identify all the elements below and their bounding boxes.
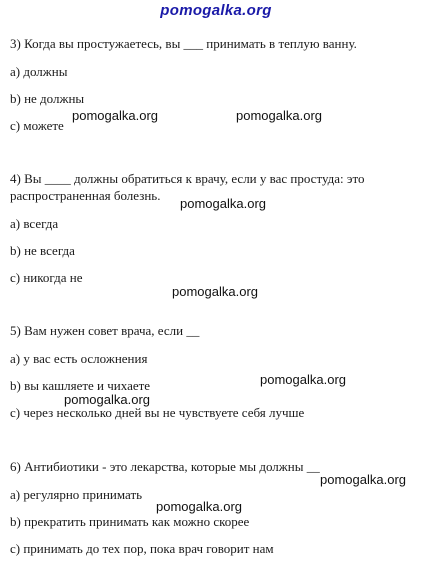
watermark: pomogalka.org — [72, 108, 158, 123]
watermark: pomogalka.org — [180, 196, 266, 211]
question-5-option-a: a) у вас есть осложнения — [10, 351, 148, 366]
watermark: pomogalka.org — [64, 392, 150, 407]
watermark: pomogalka.org — [156, 499, 242, 514]
question-6-option-a: a) регулярно принимать — [10, 487, 143, 502]
watermark: pomogalka.org — [320, 472, 406, 487]
watermark: pomogalka.org — [260, 372, 346, 387]
watermark: pomogalka.org — [172, 284, 258, 299]
question-6-option-b: b) прекратить принимать как можно скорее — [10, 514, 250, 529]
question-3-option-c: c) можете — [10, 118, 64, 133]
question-4-option-b: b) не всегда — [10, 243, 75, 258]
question-5-option-b: b) вы кашляете и чихаете — [10, 378, 151, 393]
question-4-option-c: c) никогда не — [10, 270, 83, 285]
question-5-text: 5) Вам нужен совет врача, если __ — [10, 323, 200, 338]
question-4-option-a: a) всегда — [10, 216, 59, 231]
question-4-text-cont: распространенная болезнь. — [10, 188, 161, 203]
question-5-option-c: c) через несколько дней вы не чувствуете себя лучше — [10, 405, 305, 420]
question-3-option-b: b) не должны — [10, 91, 85, 106]
watermark: pomogalka.org — [236, 108, 322, 123]
question-4-text: 4) Вы ____ должны обратиться к врачу, если у вас простуда: это — [10, 171, 365, 186]
question-3-option-a: a) должны — [10, 64, 68, 79]
question-3-text: 3) Когда вы простужаетесь, вы ___ принимать в теплую ванну. — [10, 36, 357, 51]
site-logo: pomogalka.org — [160, 2, 272, 19]
question-6-text: 6) Антибиотики - это лекарства, которые мы должны __ — [10, 459, 320, 474]
question-6-option-c: c) принимать до тех пор, пока врач говорит нам — [10, 541, 274, 556]
